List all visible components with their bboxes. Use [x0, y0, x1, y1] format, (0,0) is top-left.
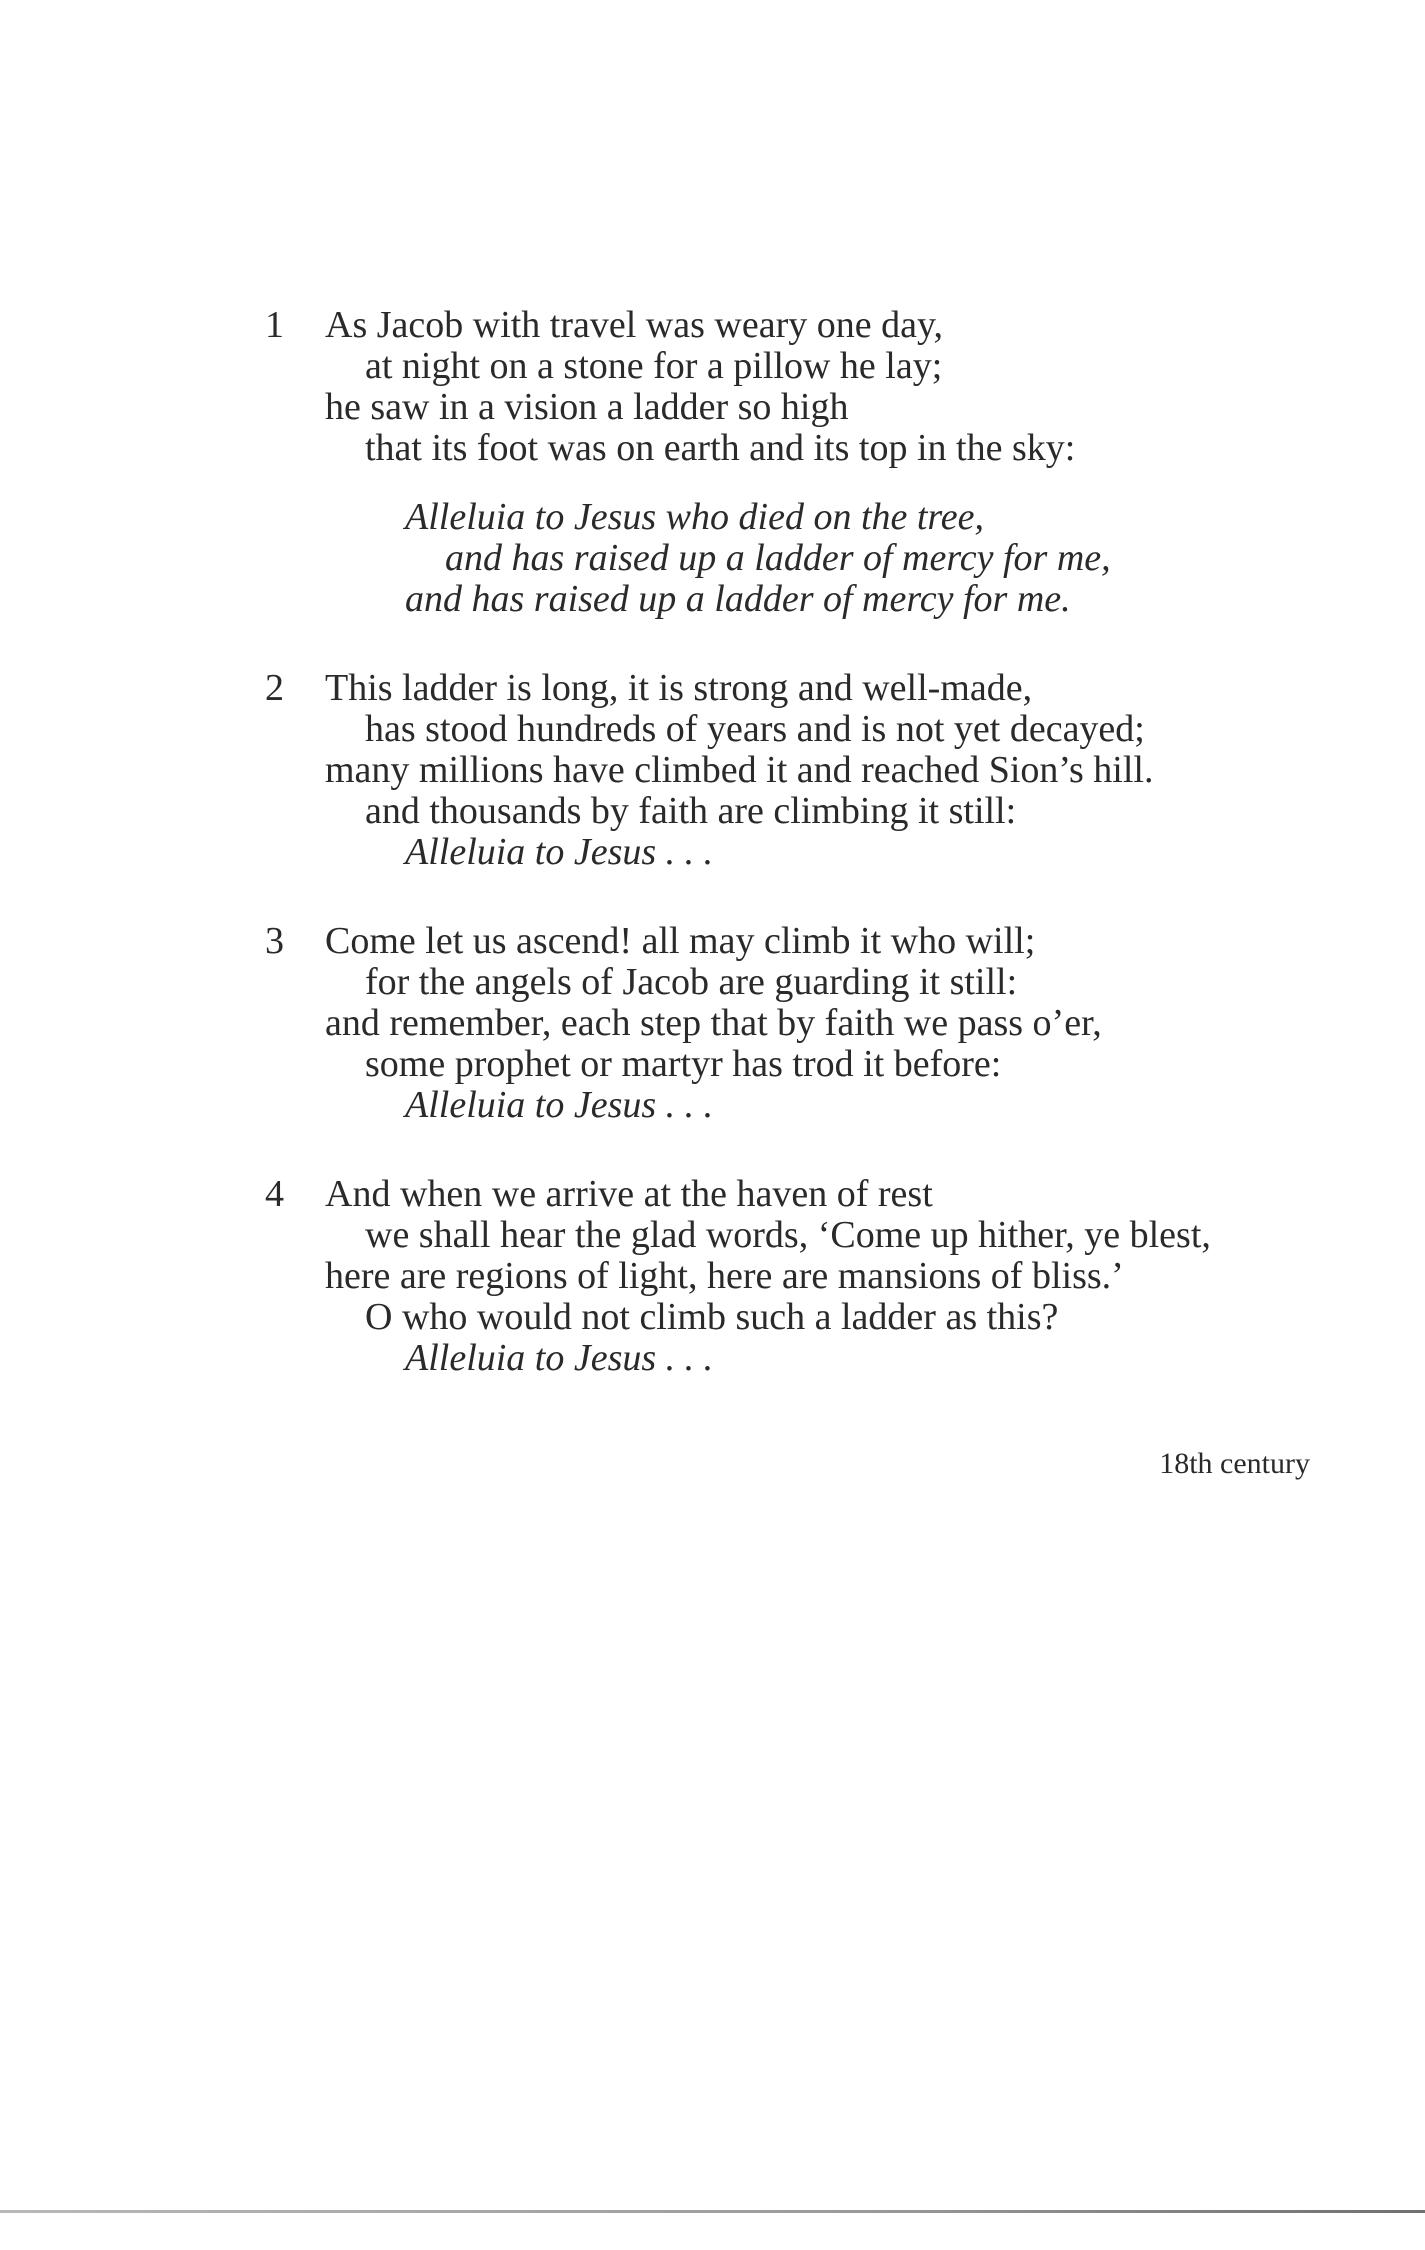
- attribution: 18th century: [1159, 1447, 1310, 1480]
- verse-1: [265, 305, 1325, 620]
- verse-line: has stood hundreds of years and is not yet decayed;: [365, 708, 1145, 750]
- verse-2: [265, 668, 1325, 873]
- verse-4: [265, 1174, 1325, 1379]
- verse-line: some prophet or martyr has trod it before:: [365, 1043, 1002, 1085]
- refrain-reference: Alleluia to Jesus . . .: [405, 831, 714, 873]
- verse-line: and thousands by faith are climbing it still:: [365, 790, 1017, 832]
- refrain-reference: Alleluia to Jesus . . .: [405, 1337, 714, 1379]
- verse-line: Come let us ascend! all may climb it who will;: [325, 920, 1036, 962]
- verse-line: at night on a stone for a pillow he lay;: [365, 345, 943, 387]
- refrain: [265, 497, 1325, 620]
- refrain-line: and has raised up a ladder of mercy for me,: [445, 537, 1111, 579]
- verse-line: for the angels of Jacob are guarding it still:: [365, 961, 1018, 1003]
- verse-line: and remember, each step that by faith we pass o’er,: [325, 1002, 1102, 1044]
- hymn-text: [265, 305, 1325, 1427]
- verse-line: that its foot was on earth and its top in the sky:: [365, 427, 1076, 469]
- verse-line: O who would not climb such a ladder as this?: [365, 1296, 1059, 1338]
- verse-number: 3: [265, 920, 284, 962]
- verse-number: 2: [265, 667, 284, 709]
- verse-line: many millions have climbed it and reached Sion’s hill.: [325, 749, 1154, 791]
- refrain-line: and has raised up a ladder of mercy for me.: [405, 578, 1071, 620]
- verse-line: he saw in a vision a ladder so high: [325, 386, 849, 428]
- verse-line: we shall hear the glad words, ‘Come up hither, ye blest,: [365, 1214, 1211, 1256]
- verse-line: As Jacob with travel was weary one day,: [325, 304, 944, 346]
- verse-line: This ladder is long, it is strong and well-made,: [325, 667, 1033, 709]
- page-bottom-rule: [0, 2210, 1425, 2213]
- verse-number: 4: [265, 1173, 284, 1215]
- verse-line: And when we arrive at the haven of rest: [325, 1173, 933, 1215]
- verse-line: here are regions of light, here are mansions of bliss.’: [325, 1255, 1124, 1297]
- refrain-line: Alleluia to Jesus who died on the tree,: [405, 496, 985, 538]
- refrain-reference: Alleluia to Jesus . . .: [405, 1084, 714, 1126]
- verse-3: [265, 921, 1325, 1126]
- verse-number: 1: [265, 304, 284, 346]
